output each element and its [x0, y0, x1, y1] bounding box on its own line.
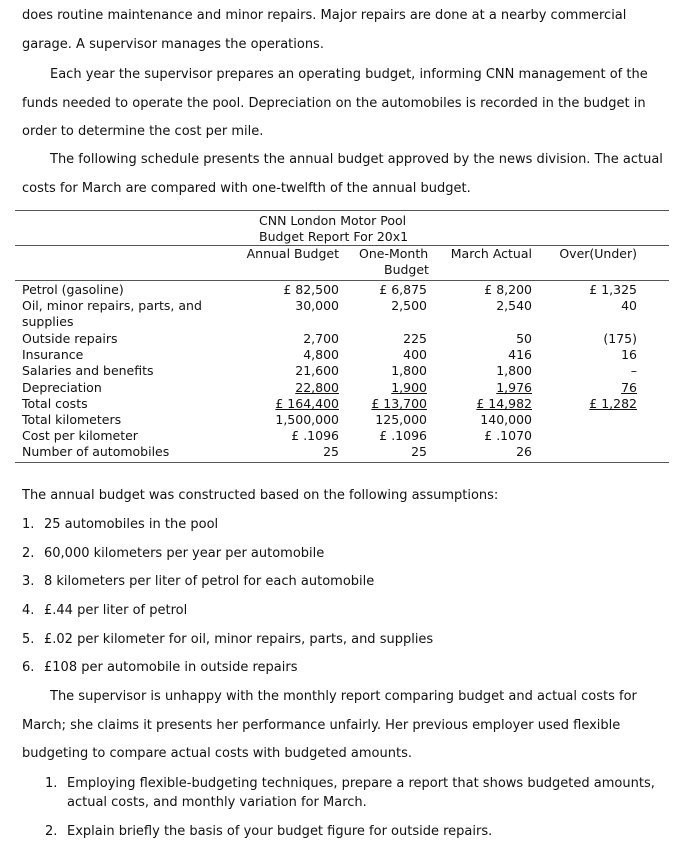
- item-number: 5.: [22, 631, 35, 647]
- header-one-month: One-Month: [359, 246, 429, 261]
- list-item: [22, 626, 668, 655]
- item-text: £.02 per kilometer for oil, minor repairs, parts, and supplies: [44, 631, 434, 647]
- item-text: £.44 per liter of petrol: [44, 603, 188, 619]
- row-label-total-km: Total kilometers: [22, 412, 122, 427]
- cell-monthly: 400: [403, 347, 427, 362]
- cell-march: £ 14,982: [476, 396, 532, 411]
- intro-paragraph-3: The following schedule presents the annual budget approved by the news division. The actual costs for March are compared with one-twelfth of the annual budget.: [22, 152, 663, 196]
- cell-annual: 1,500,000: [275, 412, 339, 427]
- row-label-oil-cont: supplies: [22, 314, 74, 329]
- item-text: Employing flexible-budgeting techniques, prepare a report that shows budgeted amounts, actual costs, and monthly variation for March.: [67, 776, 655, 810]
- cell-march: 140,000: [480, 412, 532, 427]
- row-label-outside-repairs: Outside repairs: [22, 331, 118, 346]
- table-title: CNN London Motor Pool: [259, 213, 407, 228]
- cell-over: (175): [603, 331, 637, 346]
- cell-over: –: [630, 363, 637, 378]
- questions-list: [45, 774, 655, 841]
- header-annual-budget: Annual Budget: [246, 246, 339, 261]
- row-label-insurance: Insurance: [22, 347, 84, 362]
- item-text: Explain briefly the basis of your budget figure for outside repairs.: [67, 824, 493, 839]
- row-label-oil: Oil, minor repairs, parts, and: [22, 298, 202, 313]
- cell-annual: 30,000: [295, 298, 339, 313]
- row-label-num-automobiles: Number of automobiles: [22, 444, 170, 459]
- assumptions-intro: The annual budget was constructed based on the following assumptions:: [22, 488, 499, 503]
- cell-annual: £ 82,500: [283, 282, 339, 297]
- item-number: 2.: [45, 824, 58, 839]
- cell-annual: 25: [323, 444, 339, 459]
- cell-over: 16: [621, 347, 637, 362]
- list-item: [45, 822, 655, 841]
- list-item: [22, 540, 668, 569]
- cell-monthly: £ 6,875: [379, 282, 427, 297]
- row-label-petrol: Petrol (gasoline): [22, 282, 124, 297]
- cell-annual: 2,700: [303, 331, 339, 346]
- cell-monthly: 1,900: [391, 380, 427, 395]
- list-item: [22, 511, 668, 540]
- cell-march: 1,976: [496, 380, 532, 395]
- row-label-cost-per-km: Cost per kilometer: [22, 428, 138, 443]
- cell-march: 1,800: [496, 363, 532, 378]
- cell-monthly: 1,800: [391, 363, 427, 378]
- row-label-salaries: Salaries and benefits: [22, 363, 154, 378]
- cell-annual: 4,800: [303, 347, 339, 362]
- item-text: 8 kilometers per liter of petrol for each automobile: [44, 574, 375, 590]
- item-text: 60,000 kilometers per year per automobile: [44, 545, 325, 561]
- assumptions-list: [22, 511, 668, 683]
- cell-over: £ 1,325: [589, 282, 637, 297]
- item-number: 1.: [45, 776, 58, 791]
- item-number: 2.: [22, 545, 35, 561]
- item-number: 3.: [22, 574, 35, 590]
- header-rule-bottom: [15, 280, 669, 281]
- header-rule-top: [15, 245, 669, 246]
- cell-march: £ 8,200: [484, 282, 532, 297]
- item-number: 1.: [22, 517, 35, 532]
- row-label-total-costs: Total costs: [22, 396, 88, 411]
- cell-march: 2,540: [496, 298, 532, 313]
- list-item: [22, 654, 668, 683]
- row-label-depreciation: Depreciation: [22, 380, 102, 395]
- cell-monthly: 2,500: [391, 298, 427, 313]
- header-budget: Budget: [384, 262, 429, 277]
- cell-march: 416: [508, 347, 532, 362]
- cell-march: £ .1070: [484, 428, 532, 443]
- item-number: 4.: [22, 603, 35, 619]
- list-item: [22, 568, 668, 597]
- table-subtitle: Budget Report For 20x1: [259, 229, 409, 244]
- cell-monthly: 225: [403, 331, 427, 346]
- cell-monthly: 25: [411, 444, 427, 459]
- cell-annual: 21,600: [295, 363, 339, 378]
- cell-monthly: £ .1096: [379, 428, 427, 443]
- list-item: [22, 597, 668, 626]
- item-number: 6.: [22, 660, 35, 676]
- list-item: [45, 774, 655, 812]
- item-text: £108 per automobile in outside repairs: [44, 660, 298, 676]
- cell-annual: £ 164,400: [275, 396, 339, 411]
- budget-report-table: [15, 210, 669, 463]
- cell-over: 40: [621, 298, 637, 313]
- intro-paragraph-2: Each year the supervisor prepares an operating budget, informing CNN management of the funds needed to operate the pool. Depreciation on the automobiles is recorded in the budget in order to determine the cost per mile.: [22, 67, 648, 139]
- cell-march: 26: [516, 444, 532, 459]
- cell-annual: £ .1096: [291, 428, 339, 443]
- header-over-under: Over(Under): [559, 246, 637, 261]
- cell-monthly: £ 13,700: [371, 396, 427, 411]
- cell-over: 76: [621, 380, 637, 395]
- cell-annual: 22,800: [295, 380, 339, 395]
- cell-march: 50: [516, 331, 532, 346]
- cell-over: £ 1,282: [589, 396, 637, 411]
- item-text: 25 automobiles in the pool: [44, 517, 219, 532]
- header-march-actual: March Actual: [450, 246, 532, 261]
- supervisor-paragraph: The supervisor is unhappy with the monthly report comparing budget and actual costs for March; she claims it presents her performance unfairly. Her previous employer used flexible budgeting to compare actual costs with budgeted amounts.: [22, 689, 637, 761]
- intro-paragraph-1: does routine maintenance and minor repairs. Major repairs are done at a nearby commercial garage. A supervisor manages the operations.: [22, 8, 627, 52]
- cell-monthly: 125,000: [375, 412, 427, 427]
